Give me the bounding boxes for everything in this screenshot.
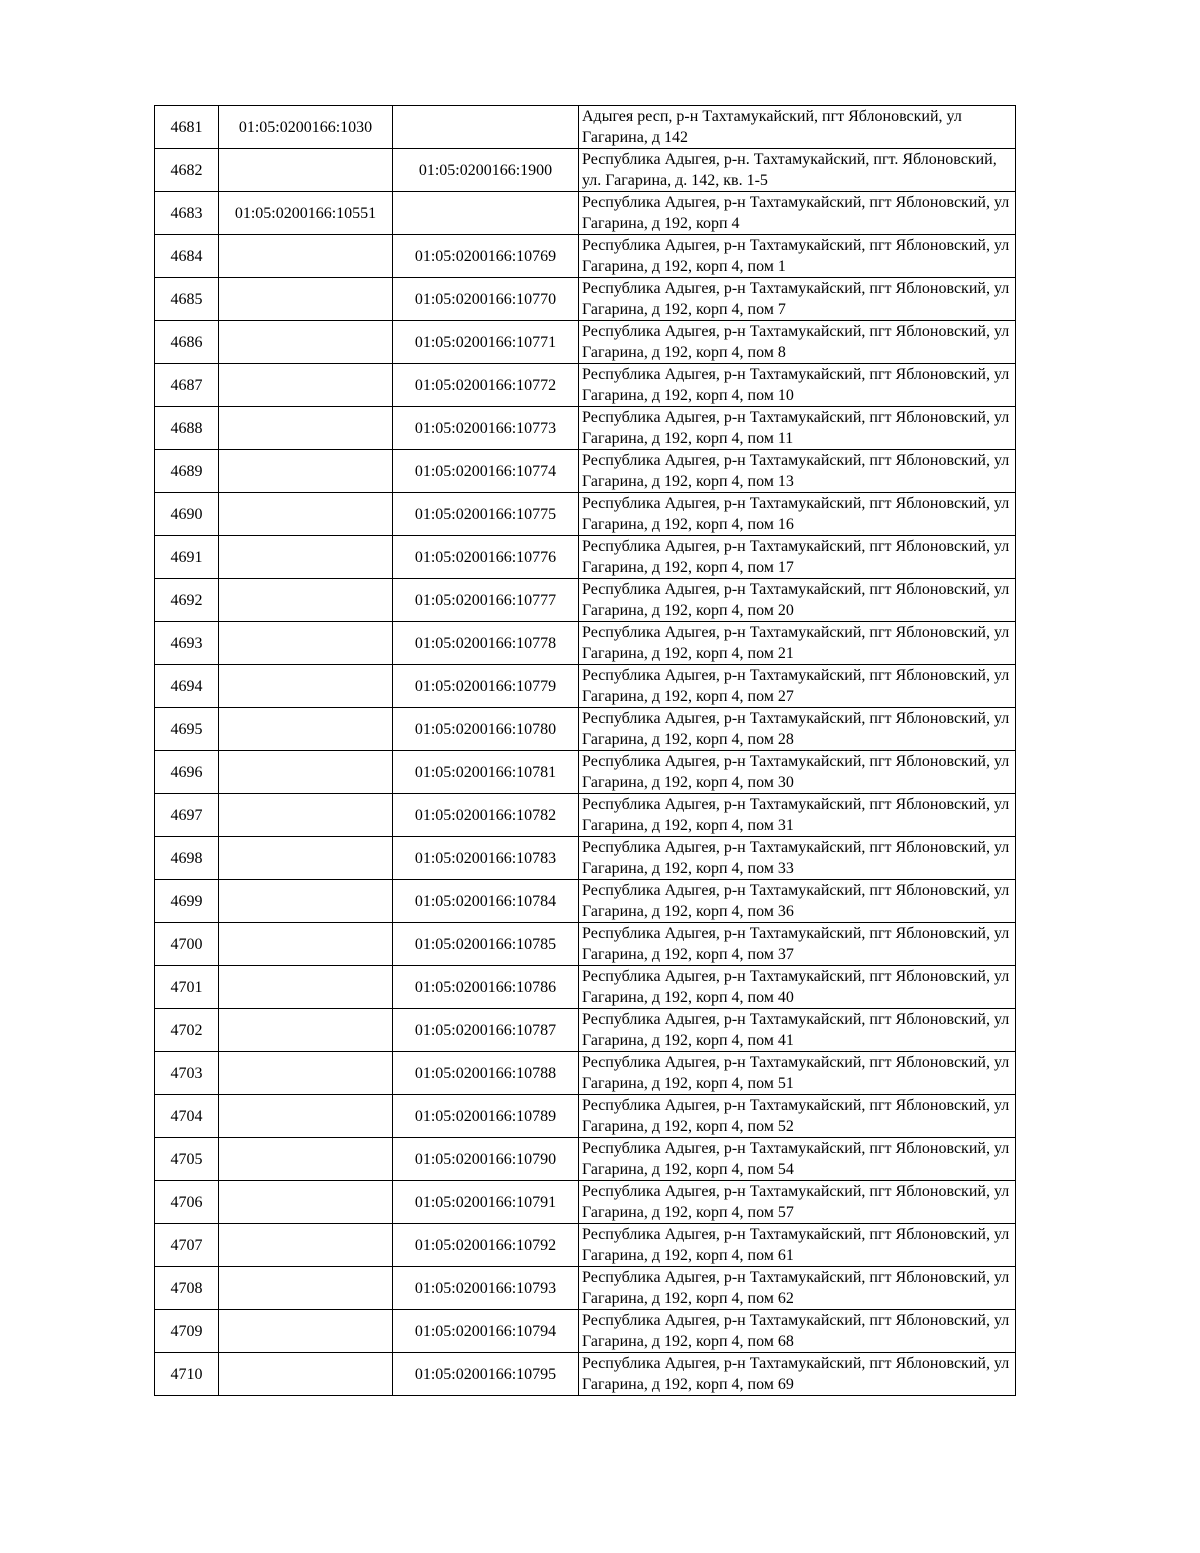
row-number-cell: 4692 [155,579,219,622]
land-cadastral-number-cell: 01:05:0200166:10551 [219,192,393,235]
table-row [155,235,1016,278]
row-number-cell: 4684 [155,235,219,278]
address-cell: Республика Адыгея, р-н Тахтамукайский, пгт Яблоновский, ул Гагарина, д 192, корп 4, пом 40 [579,966,1016,1009]
object-cadastral-number-cell: 01:05:0200166:10787 [393,1009,579,1052]
address-cell: Республика Адыгея, р-н Тахтамукайский, пгт Яблоновский, ул Гагарина, д 192, корп 4, пом 7 [579,278,1016,321]
land-cadastral-number-cell [219,1138,393,1181]
land-cadastral-number-cell [219,837,393,880]
row-number-cell: 4694 [155,665,219,708]
object-cadastral-number-cell: 01:05:0200166:10795 [393,1353,579,1396]
land-cadastral-number-cell [219,235,393,278]
row-number-cell: 4689 [155,450,219,493]
table-row [155,192,1016,235]
table-row [155,966,1016,1009]
object-cadastral-number-cell: 01:05:0200166:10790 [393,1138,579,1181]
table-row [155,622,1016,665]
table-row [155,1181,1016,1224]
land-cadastral-number-cell [219,536,393,579]
land-cadastral-number-cell: 01:05:0200166:1030 [219,106,393,149]
row-number-cell: 4710 [155,1353,219,1396]
row-number-cell: 4682 [155,149,219,192]
address-cell: Республика Адыгея, р-н Тахтамукайский, пгт Яблоновский, ул Гагарина, д 192, корп 4, пом 30 [579,751,1016,794]
row-number-cell: 4704 [155,1095,219,1138]
table-row [155,708,1016,751]
address-cell: Республика Адыгея, р-н Тахтамукайский, пгт Яблоновский, ул Гагарина, д 192, корп 4, пом 61 [579,1224,1016,1267]
table-row [155,407,1016,450]
object-cadastral-number-cell: 01:05:0200166:10783 [393,837,579,880]
row-number-cell: 4708 [155,1267,219,1310]
row-number-cell: 4701 [155,966,219,1009]
address-cell: Республика Адыгея, р-н Тахтамукайский, пгт Яблоновский, ул Гагарина, д 192, корп 4, пом 13 [579,450,1016,493]
address-cell: Республика Адыгея, р-н Тахтамукайский, пгт Яблоновский, ул Гагарина, д 192, корп 4, пом 33 [579,837,1016,880]
land-cadastral-number-cell [219,1267,393,1310]
land-cadastral-number-cell [219,1009,393,1052]
object-cadastral-number-cell: 01:05:0200166:10771 [393,321,579,364]
row-number-cell: 4683 [155,192,219,235]
land-cadastral-number-cell [219,794,393,837]
address-cell: Республика Адыгея, р-н Тахтамукайский, пгт Яблоновский, ул Гагарина, д 192, корп 4, пом 54 [579,1138,1016,1181]
address-cell: Республика Адыгея, р-н Тахтамукайский, пгт Яблоновский, ул Гагарина, д 192, корп 4, пом 69 [579,1353,1016,1396]
land-cadastral-number-cell [219,1052,393,1095]
land-cadastral-number-cell [219,966,393,1009]
address-cell: Республика Адыгея, р-н Тахтамукайский, пгт Яблоновский, ул Гагарина, д 192, корп 4, пом 1 [579,235,1016,278]
row-number-cell: 4685 [155,278,219,321]
table-body [155,106,1016,1396]
object-cadastral-number-cell: 01:05:0200166:10782 [393,794,579,837]
object-cadastral-number-cell: 01:05:0200166:10786 [393,966,579,1009]
row-number-cell: 4698 [155,837,219,880]
land-cadastral-number-cell [219,278,393,321]
row-number-cell: 4696 [155,751,219,794]
address-cell: Республика Адыгея, р-н Тахтамукайский, пгт Яблоновский, ул Гагарина, д 192, корп 4, пом 68 [579,1310,1016,1353]
land-cadastral-number-cell [219,622,393,665]
address-cell: Республика Адыгея, р-н Тахтамукайский, пгт Яблоновский, ул Гагарина, д 192, корп 4, пом 17 [579,536,1016,579]
land-cadastral-number-cell [219,923,393,966]
address-cell: Республика Адыгея, р-н Тахтамукайский, пгт Яблоновский, ул Гагарина, д 192, корп 4, пом 20 [579,579,1016,622]
land-cadastral-number-cell [219,149,393,192]
address-cell: Республика Адыгея, р-н Тахтамукайский, пгт Яблоновский, ул Гагарина, д 192, корп 4, пом 41 [579,1009,1016,1052]
table-row [155,536,1016,579]
object-cadastral-number-cell: 01:05:0200166:10794 [393,1310,579,1353]
row-number-cell: 4690 [155,493,219,536]
object-cadastral-number-cell: 01:05:0200166:10776 [393,536,579,579]
table-row [155,1009,1016,1052]
object-cadastral-number-cell: 01:05:0200166:10784 [393,880,579,923]
object-cadastral-number-cell: 01:05:0200166:10791 [393,1181,579,1224]
land-cadastral-number-cell [219,1181,393,1224]
address-cell: Республика Адыгея, р-н Тахтамукайский, пгт Яблоновский, ул Гагарина, д 192, корп 4, пом 52 [579,1095,1016,1138]
address-cell: Республика Адыгея, р-н Тахтамукайский, пгт Яблоновский, ул Гагарина, д 192, корп 4, пом 28 [579,708,1016,751]
object-cadastral-number-cell: 01:05:0200166:10785 [393,923,579,966]
object-cadastral-number-cell: 01:05:0200166:10780 [393,708,579,751]
address-cell: Республика Адыгея, р-н Тахтамукайский, пгт Яблоновский, ул Гагарина, д 192, корп 4, пом 37 [579,923,1016,966]
table-row [155,923,1016,966]
row-number-cell: 4709 [155,1310,219,1353]
land-cadastral-number-cell [219,1353,393,1396]
table-row [155,493,1016,536]
table-row [155,1353,1016,1396]
row-number-cell: 4686 [155,321,219,364]
row-number-cell: 4681 [155,106,219,149]
row-number-cell: 4707 [155,1224,219,1267]
address-cell: Республика Адыгея, р-н Тахтамукайский, пгт Яблоновский, ул Гагарина, д 192, корп 4, пом 51 [579,1052,1016,1095]
address-cell: Республика Адыгея, р-н Тахтамукайский, пгт Яблоновский, ул Гагарина, д 192, корп 4, пом 11 [579,407,1016,450]
table-row [155,1138,1016,1181]
table-row [155,321,1016,364]
table-row [155,278,1016,321]
address-cell: Республика Адыгея, р-н. Тахтамукайский, пгт. Яблоновский, ул. Гагарина, д. 142, кв. 1-5 [579,149,1016,192]
row-number-cell: 4688 [155,407,219,450]
row-number-cell: 4695 [155,708,219,751]
object-cadastral-number-cell: 01:05:0200166:10788 [393,1052,579,1095]
table-row [155,450,1016,493]
table-row [155,579,1016,622]
table-row [155,1267,1016,1310]
cadastral-table [154,105,1016,1396]
table-row [155,665,1016,708]
row-number-cell: 4691 [155,536,219,579]
land-cadastral-number-cell [219,493,393,536]
object-cadastral-number-cell: 01:05:0200166:10773 [393,407,579,450]
object-cadastral-number-cell: 01:05:0200166:10772 [393,364,579,407]
land-cadastral-number-cell [219,665,393,708]
land-cadastral-number-cell [219,1310,393,1353]
row-number-cell: 4687 [155,364,219,407]
row-number-cell: 4699 [155,880,219,923]
object-cadastral-number-cell: 01:05:0200166:10774 [393,450,579,493]
table-row [155,837,1016,880]
row-number-cell: 4700 [155,923,219,966]
object-cadastral-number-cell: 01:05:0200166:10792 [393,1224,579,1267]
land-cadastral-number-cell [219,321,393,364]
table-row [155,149,1016,192]
table-row [155,880,1016,923]
object-cadastral-number-cell: 01:05:0200166:10770 [393,278,579,321]
land-cadastral-number-cell [219,579,393,622]
land-cadastral-number-cell [219,880,393,923]
table-row [155,1052,1016,1095]
table-row [155,794,1016,837]
land-cadastral-number-cell [219,1224,393,1267]
object-cadastral-number-cell: 01:05:0200166:10779 [393,665,579,708]
row-number-cell: 4703 [155,1052,219,1095]
land-cadastral-number-cell [219,450,393,493]
table-row [155,1310,1016,1353]
object-cadastral-number-cell: 01:05:0200166:10769 [393,235,579,278]
row-number-cell: 4706 [155,1181,219,1224]
table-row [155,364,1016,407]
land-cadastral-number-cell [219,751,393,794]
row-number-cell: 4702 [155,1009,219,1052]
object-cadastral-number-cell: 01:05:0200166:10781 [393,751,579,794]
address-cell: Республика Адыгея, р-н Тахтамукайский, пгт Яблоновский, ул Гагарина, д 192, корп 4, пом 10 [579,364,1016,407]
table-row [155,1224,1016,1267]
address-cell: Республика Адыгея, р-н Тахтамукайский, пгт Яблоновский, ул Гагарина, д 192, корп 4, пом 57 [579,1181,1016,1224]
object-cadastral-number-cell: 01:05:0200166:1900 [393,149,579,192]
table-row [155,106,1016,149]
object-cadastral-number-cell: 01:05:0200166:10775 [393,493,579,536]
object-cadastral-number-cell: 01:05:0200166:10777 [393,579,579,622]
address-cell: Республика Адыгея, р-н Тахтамукайский, пгт Яблоновский, ул Гагарина, д 192, корп 4, пом 16 [579,493,1016,536]
row-number-cell: 4693 [155,622,219,665]
address-cell: Республика Адыгея, р-н Тахтамукайский, пгт Яблоновский, ул Гагарина, д 192, корп 4, пом 8 [579,321,1016,364]
land-cadastral-number-cell [219,708,393,751]
table-row [155,1095,1016,1138]
table-row [155,751,1016,794]
address-cell: Республика Адыгея, р-н Тахтамукайский, пгт Яблоновский, ул Гагарина, д 192, корп 4, пом 21 [579,622,1016,665]
object-cadastral-number-cell: 01:05:0200166:10778 [393,622,579,665]
object-cadastral-number-cell: 01:05:0200166:10789 [393,1095,579,1138]
address-cell: Республика Адыгея, р-н Тахтамукайский, пгт Яблоновский, ул Гагарина, д 192, корп 4 [579,192,1016,235]
address-cell: Республика Адыгея, р-н Тахтамукайский, пгт Яблоновский, ул Гагарина, д 192, корп 4, пом 31 [579,794,1016,837]
address-cell: Республика Адыгея, р-н Тахтамукайский, пгт Яблоновский, ул Гагарина, д 192, корп 4, пом 27 [579,665,1016,708]
address-cell: Республика Адыгея, р-н Тахтамукайский, пгт Яблоновский, ул Гагарина, д 192, корп 4, пом 62 [579,1267,1016,1310]
land-cadastral-number-cell [219,1095,393,1138]
address-cell: Республика Адыгея, р-н Тахтамукайский, пгт Яблоновский, ул Гагарина, д 192, корп 4, пом 36 [579,880,1016,923]
address-cell: Адыгея респ, р-н Тахтамукайский, пгт Яблоновский, ул Гагарина, д 142 [579,106,1016,149]
object-cadastral-number-cell [393,106,579,149]
land-cadastral-number-cell [219,407,393,450]
object-cadastral-number-cell [393,192,579,235]
row-number-cell: 4705 [155,1138,219,1181]
row-number-cell: 4697 [155,794,219,837]
land-cadastral-number-cell [219,364,393,407]
object-cadastral-number-cell: 01:05:0200166:10793 [393,1267,579,1310]
